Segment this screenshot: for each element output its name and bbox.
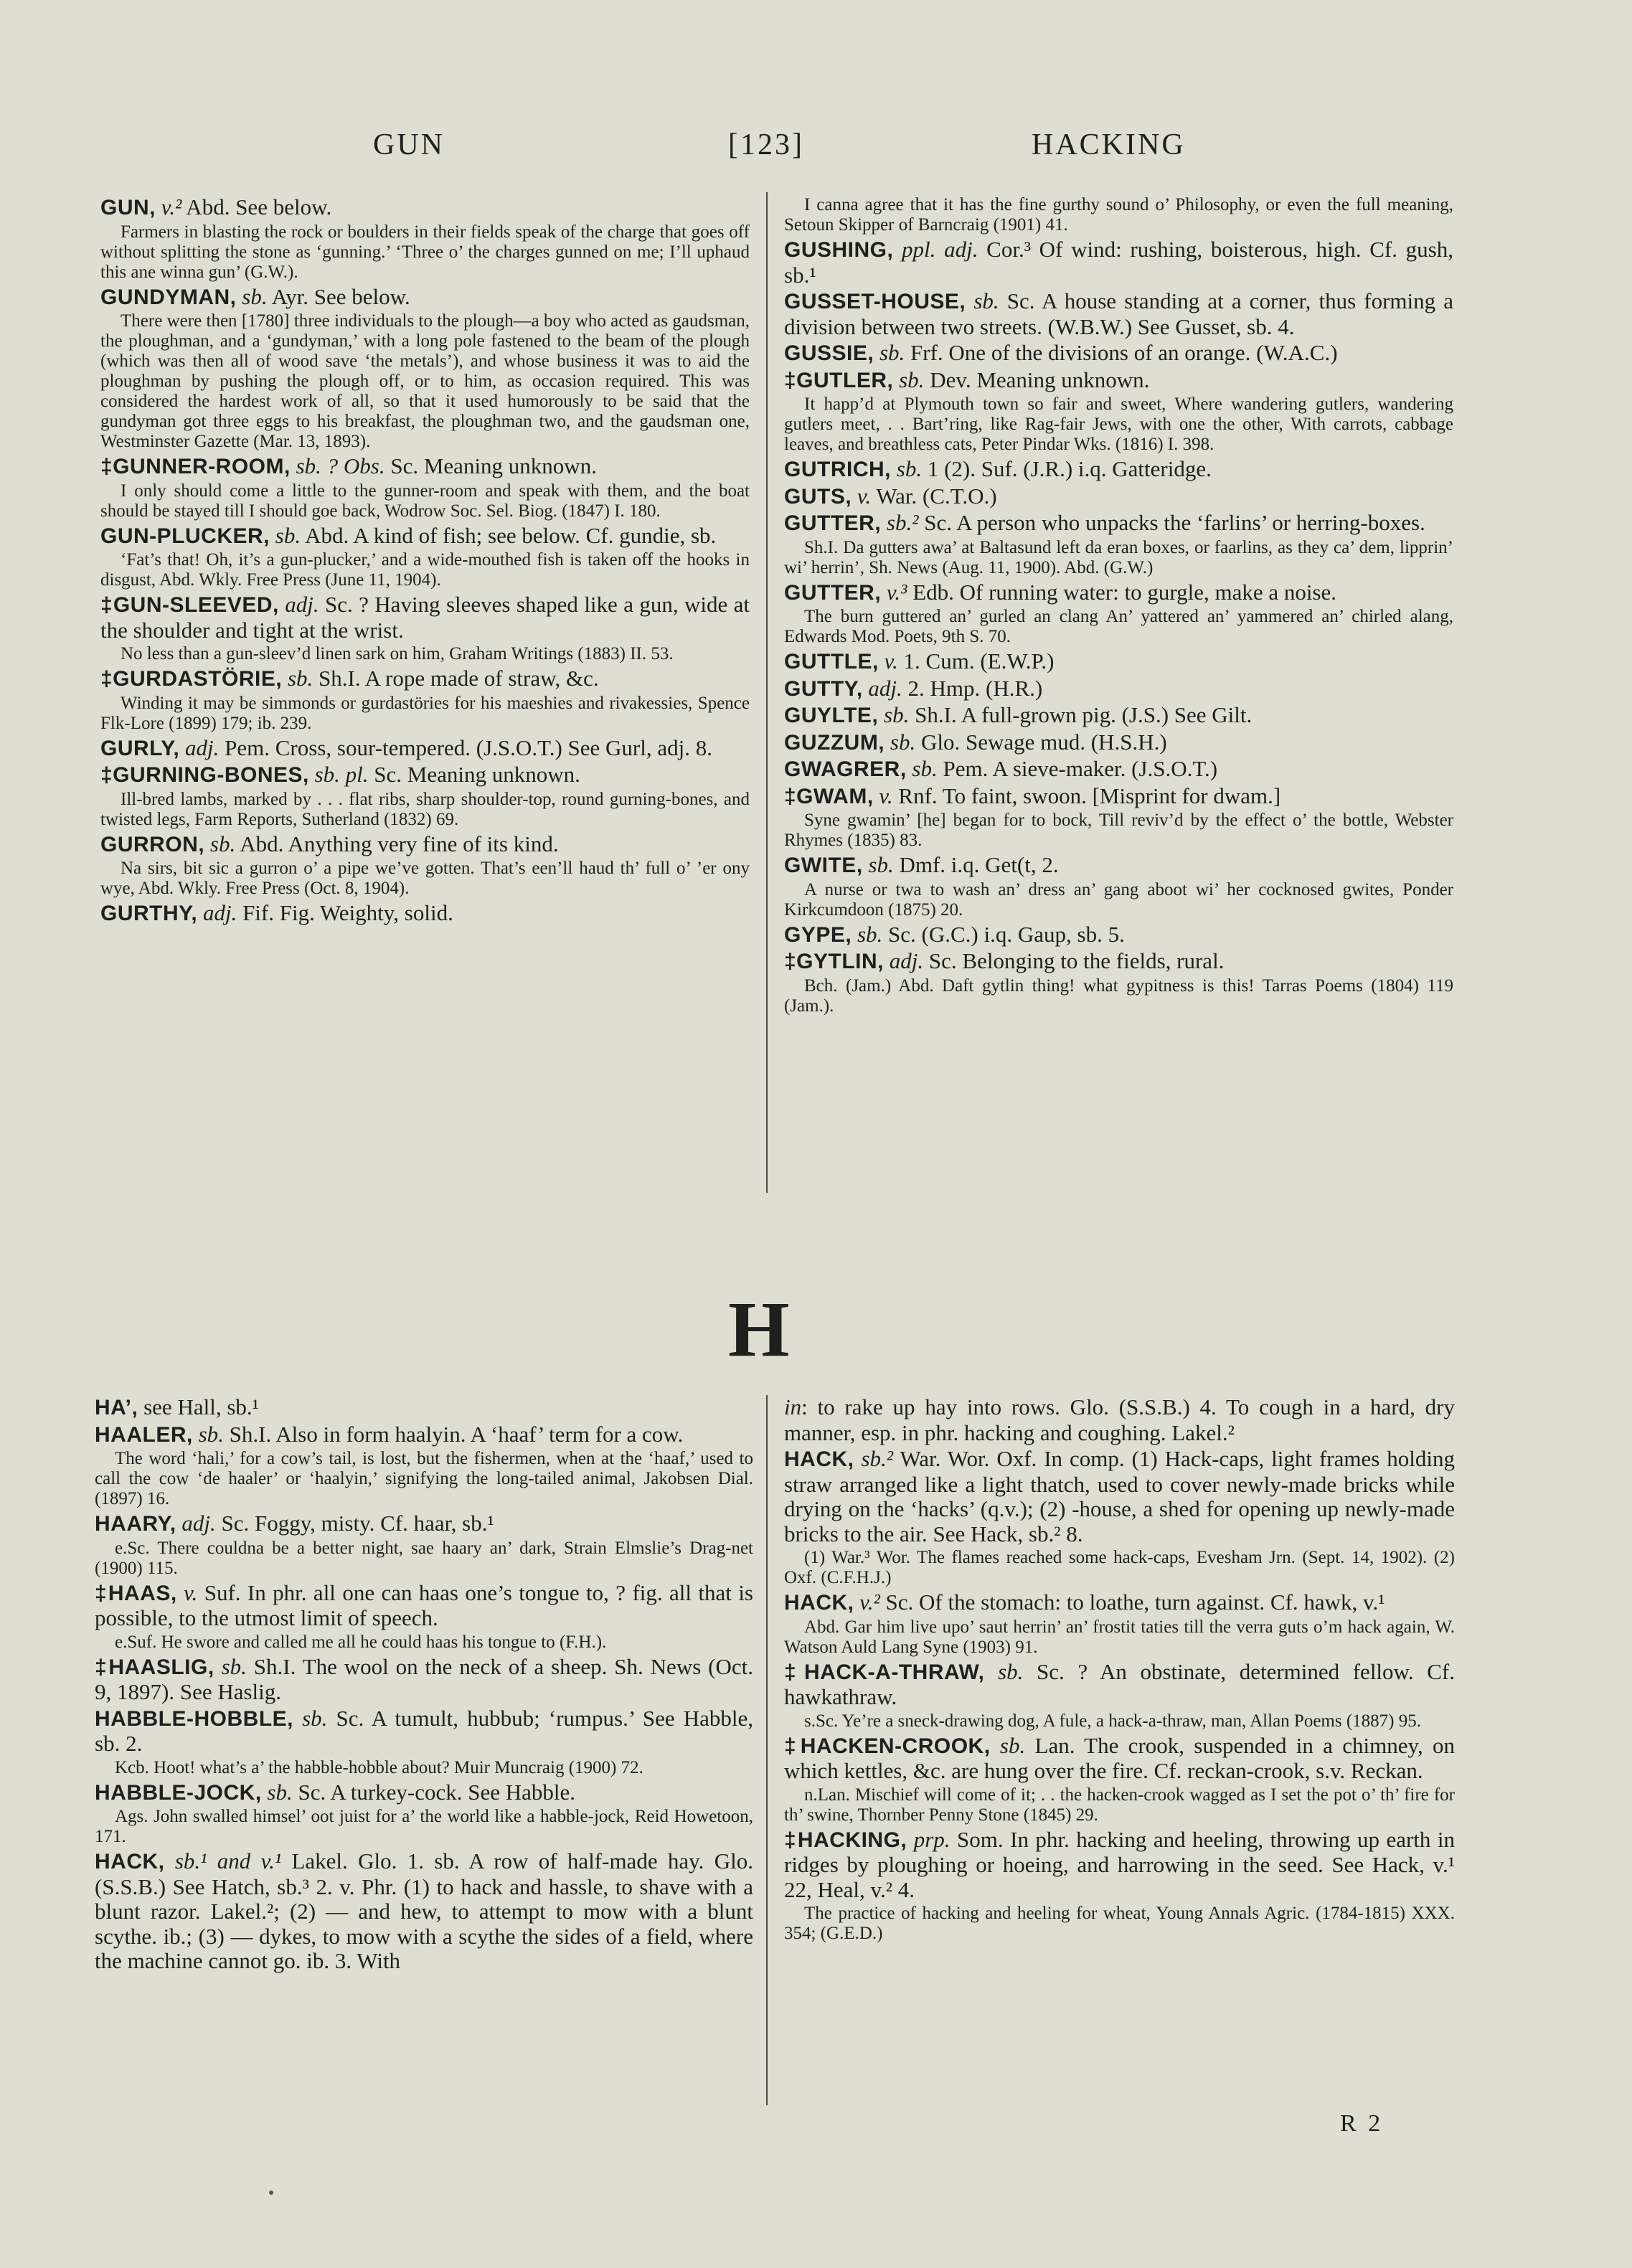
grammar-label: adj. <box>285 592 319 617</box>
grammar-label: prp. <box>913 1826 951 1852</box>
column-bottom-right <box>784 1395 1455 1946</box>
definition-text: Cor.³ Of wind: rushing, boisterous, high. Cf. gush, sb.¹ <box>784 237 1453 288</box>
headword: ‡HACK-A-THRAW, <box>784 1660 985 1684</box>
grammar-label: v. <box>857 483 872 509</box>
grammar-label: v. <box>884 648 898 674</box>
running-head <box>93 128 1528 171</box>
headword: ‡HAASLIG, <box>95 1655 214 1679</box>
dictionary-entry <box>784 949 1453 975</box>
citation-quote: Na sirs, bit sic a gurron o’ a pipe we’ve gotten. That’s een’ll haud th’ full o’ ’er ony wye, Abd. Wkly. Free Press (Oct. 8, 1904). <box>100 859 750 898</box>
grammar-label: sb. ? Obs. <box>296 453 385 478</box>
dictionary-entry <box>95 1655 753 1705</box>
definition-text: Sc. A tumult, hubbub; ‘rumpus.’ See Habble, sb. 2. <box>95 1705 754 1756</box>
headword: ‡GURDASTÖRIE, <box>100 667 283 691</box>
definition-text: Pem. Cross, sour-tempered. (J.S.O.T.) See Gurl, adj. 8. <box>219 734 712 760</box>
grammar-label: ppl. adj. <box>902 237 978 262</box>
headword: GUN, <box>100 196 156 219</box>
grammar-label: sb. <box>884 702 910 727</box>
grammar-label: sb. <box>857 921 883 947</box>
headword: GUTRICH, <box>784 458 891 481</box>
citation-quote: Abd. Gar him live upo’ saut herrin’ an’ frostit taties till the verra guts o’m hack again, W. Watson Auld Lang Syne (1903) 91. <box>784 1617 1455 1657</box>
citation-quote: Farmers in blasting the rock or boulders in their fields speak of the charge that goes off without splitting the stone as ‘gunning.’ ‘Three o’ the charges gunned on me; I’ll uphaud this ane winna gun’ (G.W.). <box>100 222 750 282</box>
dictionary-entry <box>100 524 750 549</box>
column-divider <box>766 192 768 1193</box>
headword: HAARY, <box>95 1512 176 1536</box>
headword: HABBLE-HOBBLE, <box>95 1706 293 1731</box>
dictionary-entry <box>784 511 1453 537</box>
grammar-label: sb.¹ and v.¹ <box>174 1848 282 1874</box>
citation-quote: Syne gwamin’ [he] began for to bock, Till reviv’d by the effect o’ the bottle, Webster Rhymes (1835) 83. <box>784 811 1453 850</box>
citation-quote: Sh.I. Da gutters awa’ at Baltasund left da eran boxes, or faarlins, as they ca’ dem, lipprin’ wi’ herrin’, Sh. News (Aug. 11, 1900). Abd. (G.W.) <box>784 537 1453 577</box>
grammar-label: sb. <box>999 1732 1026 1758</box>
dictionary-entry <box>784 1395 1455 1445</box>
section-letter: H <box>728 1285 790 1373</box>
grammar-label: adj. <box>202 900 237 925</box>
dictionary-entry <box>784 1660 1455 1710</box>
headword: HACK, <box>95 1850 165 1874</box>
citation-quote: Ill-bred lambs, marked by . . . flat ribs, sharp shoulder-top, round gurning-bones, and twisted legs, Farm Reports, Sutherland (1832) 69. <box>100 789 750 829</box>
grammar-label: v. <box>879 783 893 808</box>
dictionary-entry <box>100 901 750 927</box>
dictionary-entry <box>784 922 1453 948</box>
headword: GURLY, <box>100 736 180 760</box>
headword: GUNDYMAN, <box>100 285 237 309</box>
dictionary-entry <box>95 1581 753 1631</box>
definition-text: 1. Cum. (E.W.P.) <box>897 648 1055 674</box>
dictionary-entry <box>784 237 1453 288</box>
headword: GWITE, <box>784 854 863 877</box>
page-number: [123] <box>728 128 804 161</box>
headword: HAALER, <box>95 1422 193 1447</box>
grammar-label: in <box>784 1394 802 1419</box>
grammar-label: v.³ <box>886 579 907 605</box>
citation-quote: Winding it may be simmonds or gurdastöries for his maeshies and rivakessies, Spence Flk-Lore (1899) 179; ib. 239. <box>100 693 750 733</box>
headword: ‡HACKING, <box>784 1828 907 1852</box>
headword: GUSSET-HOUSE, <box>784 290 966 313</box>
dictionary-entry <box>100 762 750 788</box>
headword: GUSHING, <box>784 238 894 262</box>
dictionary-entry <box>100 832 750 858</box>
definition-text: 2. Hmp. (H.R.) <box>902 675 1043 701</box>
definition-text: Sc. A house standing at a corner, thus forming a division between two streets. (W.B.W.) See Gusset, sb. 4. <box>784 288 1454 339</box>
citation-quote: (1) War.³ Wor. The flames reached some hack-caps, Evesham Jrn. (Sept. 14, 1902). (2) Oxf. (C.F.H.J.) <box>784 1548 1455 1587</box>
definition-text: Sc. Foggy, misty. Cf. haar, sb.¹ <box>215 1511 494 1536</box>
definition-text: see Hall, sb.¹ <box>143 1394 259 1419</box>
column-top-left <box>100 195 750 928</box>
headword: GUTTY, <box>784 676 863 701</box>
definition-text: War. Wor. Oxf. In comp. (1) Hack-caps, light frames holding straw arranged like a light thatch, used to cover newly-made bricks while drying on the ‘hacks’ (q.v.); (2) -house, a shed for opening up newly-made bricks to the air. See Hack, sb.² 8. <box>784 1446 1455 1546</box>
definition-text: Rnf. To faint, swoon. [Misprint for dwam.] <box>892 783 1281 808</box>
dictionary-entry <box>100 285 750 311</box>
dictionary-entry <box>784 649 1453 675</box>
dictionary-entry <box>95 1422 753 1448</box>
definition-text: Sh.I. The wool on the neck of a sheep. Sh. News (Oct. 9, 1897). See Haslig. <box>95 1653 753 1704</box>
headword: ‡GURNING-BONES, <box>100 763 309 787</box>
grammar-label: adj. <box>181 1511 216 1536</box>
grammar-label: sb. <box>973 288 999 313</box>
headword: GWAGRER, <box>784 757 907 781</box>
dictionary-entry <box>100 666 750 692</box>
column-bottom-left <box>95 1395 753 1975</box>
signature-mark: R 2 <box>1340 2110 1384 2137</box>
definition-text: Fif. Fig. Weighty, solid. <box>237 900 453 925</box>
grammar-label: sb. <box>879 340 905 365</box>
dictionary-entry <box>95 1849 753 1974</box>
citation-quote: n.Lan. Mischief will come of it; . . the hacken-crook wagged as I set the pot o’ th’ fire for th’ swine, Thornber Penny Stone (1845) 29. <box>784 1785 1455 1825</box>
definition-text: Ayr. See below. <box>267 283 410 309</box>
dictionary-entry <box>784 457 1453 483</box>
grammar-label: sb. <box>275 522 301 548</box>
definition-text: Abd. See below. <box>181 194 332 219</box>
definition-text: Abd. A kind of fish; see below. Cf. gundie, sb. <box>301 522 717 548</box>
headword: GUTTER, <box>784 511 882 535</box>
dictionary-entry <box>784 757 1453 783</box>
headword: GUTTER, <box>784 580 882 605</box>
citation-quote: No less than a gun-sleev’d linen sark on him, Graham Writings (1883) II. 53. <box>121 644 674 663</box>
citation-quote: There were then [1780] three individuals to the plough—a boy who acted as gaudsman, the ploughman, and a ‘gundyman,’ with a long pole fastened to the beam of the plough (which was then all of wood save ‘the metals’), and whose business it was to aid the ploughman by pushing the plough off, or to him, as occasion required. This was considered the hardest work of all, so that it used humorously to be said that the gundyman got three eggs to his breakfast, the ploughman two, and the gaudsman one, Westminster Gazette (Mar. 13, 1893). <box>100 311 750 451</box>
dictionary-entry <box>784 289 1453 339</box>
grammar-label: adj. <box>889 948 924 973</box>
dictionary-entry <box>95 1395 753 1421</box>
headword: ‡HACKEN-CROOK, <box>784 1734 991 1758</box>
grammar-label: sb. <box>896 456 923 481</box>
headword: ‡GUN-SLEEVED, <box>100 593 279 617</box>
dictionary-entry <box>95 1706 753 1757</box>
grammar-label: sb. <box>221 1653 247 1679</box>
headword: GUN-PLUCKER, <box>100 524 270 548</box>
citation-quote: e.Sc. There couldna be a better night, sae haary an’ dark, Strain Elmslie’s Drag-net (1900) 115. <box>95 1538 753 1578</box>
definition-text: Sh.I. Also in form haalyin. A ‘haaf’ term for a cow. <box>223 1421 684 1447</box>
citation-quote: Kcb. Hoot! what’s a’ the habble-hobble about? Muir Muncraig (1900) 72. <box>115 1757 643 1777</box>
dictionary-entry <box>784 676 1453 702</box>
definition-text: Sh.I. A rope made of straw, &c. <box>313 666 599 691</box>
headword: HA’, <box>95 1396 138 1419</box>
grammar-label: sb. <box>868 852 894 877</box>
headword: ‡HAAS, <box>95 1581 177 1605</box>
headword: ‡GWAM, <box>784 784 874 808</box>
grammar-label: sb.² <box>886 510 919 535</box>
column-divider <box>766 1395 768 2105</box>
grammar-label: sb. <box>287 666 313 691</box>
dictionary-entry <box>784 484 1453 510</box>
grammar-label: sb. <box>198 1421 224 1447</box>
headword: HACK, <box>784 1591 854 1615</box>
dictionary-entry <box>95 1511 753 1537</box>
headword: HABBLE-JOCK, <box>95 1780 262 1805</box>
dictionary-entry <box>784 730 1453 756</box>
citation-quote: ‘Fat’s that! Oh, it’s a gun-plucker,’ and a wide-mouthed fish is taken off the hooks in disgust, Abd. Wkly. Free Press (June 11, 1904). <box>100 550 750 590</box>
citation-quote: A nurse or twa to wash an’ dress an’ gang aboot wi’ her cocknosed gwites, Ponder Kirkcumdoon (1875) 20. <box>784 879 1453 920</box>
grammar-label: v. <box>184 1579 198 1605</box>
dictionary-entry <box>784 580 1453 606</box>
grammar-label: sb. <box>998 1658 1024 1684</box>
dictionary-entry <box>784 784 1453 810</box>
dictionary-entry <box>95 1780 753 1806</box>
grammar-label: sb.² <box>861 1446 894 1471</box>
grammar-label: sb. <box>890 729 916 755</box>
definition-text: Edb. Of running water: to gurgle, make a noise. <box>907 579 1337 605</box>
grammar-label: sb. <box>242 283 268 309</box>
definition-text: Sh.I. A full-grown pig. (J.S.) See Gilt. <box>909 702 1253 727</box>
dictionary-entry <box>784 1590 1455 1616</box>
definition-text: Sc. Of the stomach: to loathe, turn against. Cf. hawk, v.¹ <box>879 1589 1385 1615</box>
citation-quote: e.Suf. He swore and called me all he could haas his tongue to (F.H.). <box>115 1632 607 1652</box>
grammar-label: v.² <box>859 1589 880 1615</box>
definition-text: Sc. (G.C.) i.q. Gaup, sb. 5. <box>882 921 1125 947</box>
headword: HACK, <box>784 1447 854 1471</box>
definition-text: 1 (2). Suf. (J.R.) i.q. Gatteridge. <box>922 456 1212 481</box>
definition-text: Sc. Meaning unknown. <box>385 453 597 478</box>
dictionary-entry <box>784 853 1453 879</box>
citation-quote: I only should come a little to the gunner-room and speak with them, and the boat should be stayed till I should goe back, Wodrow Soc. Sel. Biog. (1847) I. 180. <box>100 481 750 521</box>
headword: GUSSIE, <box>784 341 874 365</box>
dictionary-entry <box>784 341 1453 367</box>
citation-quote: It happ’d at Plymouth town so fair and sweet, Where wandering gutlers, wandering gutlers meet, . . Bart’ring, like Rag-fair Jews, with one the other, With carrots, cabbage leaves, and breathless cats, Peter Pindar Wks. (1816) I. 398. <box>784 394 1453 454</box>
definition-text: Sc. A turkey-cock. See Habble. <box>292 1779 576 1805</box>
headword: GURRON, <box>100 832 205 856</box>
headword: GUZZUM, <box>784 730 885 755</box>
dictionary-entry <box>784 1828 1455 1903</box>
definition-text: Sc. Meaning unknown. <box>368 762 580 787</box>
dictionary-entry <box>100 454 750 480</box>
dictionary-entry <box>784 1447 1455 1546</box>
grammar-label: adj. <box>868 675 902 701</box>
headword: ‡GUTLER, <box>784 368 894 392</box>
citation-quote: s.Sc. Ye’re a sneck-drawing dog, A fule, a hack-a-thraw, man, Allan Poems (1887) 95. <box>804 1711 1421 1731</box>
citation-quote: I canna agree that it has the fine gurthy sound o’ Philosophy, or even the full meaning, Setoun Skipper of Barncraig (1901) 41. <box>784 195 1453 235</box>
headword: ‡GUNNER-ROOM, <box>100 455 291 478</box>
definition-text: : to rake up hay into rows. Glo. (S.S.B.) 4. To cough in a hard, dry manner, esp. in phr. hacking and coughing. Lakel.² <box>784 1394 1455 1445</box>
definition-text: Frf. One of the divisions of an orange. (W.A.C.) <box>905 340 1338 365</box>
headword: ‡GYTLIN, <box>784 950 885 973</box>
running-head-first-word: GUN <box>373 128 445 161</box>
dictionary-entry <box>784 1734 1455 1784</box>
dictionary-entry <box>100 195 750 221</box>
citation-quote: The word ‘hali,’ for a cow’s tail, is lost, but the fishermen, when at the ‘haaf,’ used to call the cow ‘de haaler’ or ‘haalyin,’ signifying the long-tailed animal, Jakobsen Dial. (1897) 16. <box>95 1449 753 1508</box>
grammar-label: sb. <box>267 1779 293 1805</box>
definition-text: Abd. Anything very fine of its kind. <box>235 831 559 856</box>
dictionary-entry <box>784 368 1453 394</box>
dictionary-entry <box>100 592 750 643</box>
definition-text: Lakel. Glo. 1. sb. A row of half-made hay. Glo. (S.S.B.) See Hatch, sb.³ 2. v. Phr. (1) to hack and hassle, to shave with a blunt razor. Lakel.²; (2) — and hew, to attempt to mow with a blunt scythe. ib.; (3) — dykes, to mow with a scythe the sides of a field, where the machine cannot go. ib. 3. With <box>95 1848 753 1973</box>
definition-text: Dev. Meaning unknown. <box>924 367 1150 392</box>
grammar-label: sb. <box>302 1705 328 1731</box>
definition-text: Sc. Belonging to the fields, rural. <box>923 948 1225 973</box>
headword: GURTHY, <box>100 902 198 925</box>
definition-text: Dmf. i.q. Get(t, 2. <box>893 852 1059 877</box>
headword: GUYLTE, <box>784 704 879 727</box>
citation-quote: The burn guttered an’ gurled an clang An’ yattered an’ yammered an’ chirled alang, Edwards Mod. Poets, 9th S. 70. <box>784 607 1453 646</box>
running-head-last-word: HACKING <box>1032 128 1186 161</box>
definition-text: Glo. Sewage mud. (H.S.H.) <box>915 729 1167 755</box>
grammar-label: sb. <box>209 831 236 856</box>
definition-text: Som. In phr. hacking and heeling, throwing up earth in ridges by ploughing or hoeing, and harrowing in the seed. See Hack, v.¹ 22, Heal, v.² 4. <box>784 1826 1456 1902</box>
citation-quote: Bch. (Jam.) Abd. Daft gytlin thing! what gypitness is this! Tarras Poems (1804) 119 (Jam.). <box>784 975 1453 1016</box>
headword: GYPE, <box>784 922 852 947</box>
definition-text: War. (C.T.O.) <box>871 483 997 509</box>
grammar-label: v.² <box>161 194 182 219</box>
citation-quote: The practice of hacking and heeling for wheat, Young Annals Agric. (1784-1815) XXX. 354; (G.E.D.) <box>784 1904 1455 1943</box>
grammar-label: sb. pl. <box>314 762 369 787</box>
grammar-label: adj. <box>185 734 220 760</box>
definition-text: Suf. In phr. all one can haas one’s tongue to, ? fig. all that is possible, to the utmost limit of speech. <box>95 1579 754 1630</box>
grammar-label: sb. <box>912 756 938 781</box>
ink-speck <box>269 2191 273 2195</box>
definition-text: Sc. ? Having sleeves shaped like a gun, wide at the shoulder and tight at the wrist. <box>100 592 750 643</box>
definition-text: Sc. A person who unpacks the ‘farlins’ or herring-boxes. <box>918 510 1425 535</box>
citation-quote: Ags. John swalled himsel’ oot juist for a’ the world like a habble-jock, Reid Howetoon, 171. <box>95 1807 753 1846</box>
grammar-label: sb. <box>899 367 925 392</box>
definition-text: Pem. A sieve-maker. (J.S.O.T.) <box>937 756 1218 781</box>
definition-text: Sc. ? An obstinate, determined fellow. Cf. hawkathraw. <box>784 1658 1456 1709</box>
dictionary-entry <box>784 703 1453 729</box>
headword: GUTS, <box>784 484 852 509</box>
dictionary-entry <box>100 736 750 762</box>
column-top-right <box>784 195 1453 1019</box>
headword: GUTTLE, <box>784 650 879 674</box>
definition-text: Lan. The crook, suspended in a chimney, on which kettles, &c. are hung over the fire. Cf. reckan-crook, s.v. Reckan. <box>784 1732 1456 1783</box>
